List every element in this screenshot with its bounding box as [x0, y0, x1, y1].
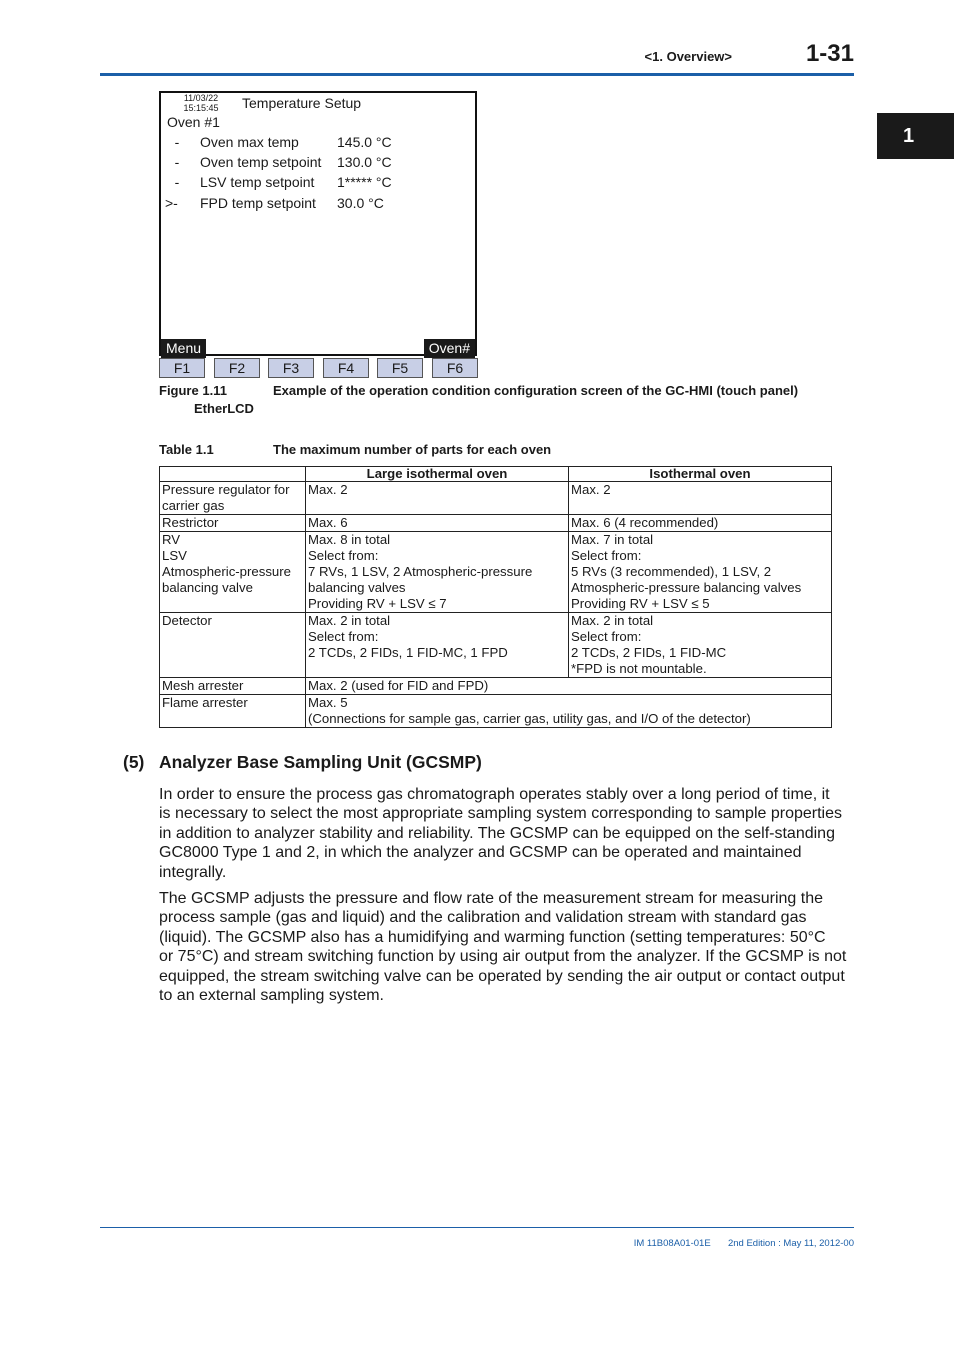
cell-line: Max. 2	[571, 482, 611, 497]
paragraph-line: to an external sampling system.	[159, 987, 384, 1005]
row-label: LSV temp setpoint	[200, 174, 315, 190]
row-label: Oven max temp	[200, 134, 299, 150]
cell-line: Flame arrester	[162, 695, 248, 710]
paragraph-line: or 75°C) and stream switching function by using air output from the analyzer. If the GCSMP is not	[159, 948, 847, 966]
row-marker: -	[174, 174, 180, 190]
cell-line: balancing valve	[162, 580, 253, 595]
lcd-title: Temperature Setup	[242, 95, 362, 111]
table-row	[160, 515, 832, 532]
large-oven-cell	[306, 532, 569, 613]
paragraph-line: equipped, the stream switching valve can be operated by sending the air output or contact output	[159, 967, 845, 985]
footer-doc-id: IM 11B08A01-01E	[633, 1238, 711, 1249]
lcd-setting-row[interactable]	[165, 174, 465, 192]
figure-number: Figure 1.11	[159, 383, 227, 398]
row-value: 145.0 °C	[337, 134, 392, 150]
header-cell-empty	[160, 467, 306, 482]
cell-line: Max. 7 in total	[571, 532, 654, 547]
part-cell	[160, 482, 306, 515]
cell-line: Select from:	[571, 548, 642, 563]
cell-line: carrier gas	[162, 498, 225, 513]
cell-line: Providing RV + LSV ≤ 7	[308, 596, 447, 611]
paragraph-line: The GCSMP adjusts the pressure and flow rate of the measurement stream for measuring the	[159, 890, 824, 907]
cell-line: Select from:	[308, 548, 379, 563]
cell-line: Max. 2 (used for FID and FPD)	[308, 678, 489, 693]
lcd-datetime	[181, 93, 221, 113]
row-value: 1***** °C	[337, 174, 392, 190]
cell-line: Max. 2	[308, 482, 348, 497]
iso-oven-cell	[569, 613, 832, 678]
cell-line: 2 TCDs, 2 FIDs, 1 FID-MC, 1 FPD	[308, 645, 508, 660]
chapter-tab: 1	[877, 113, 954, 159]
part-cell	[160, 613, 306, 678]
parts-table	[159, 466, 832, 728]
footer-rule	[100, 1227, 854, 1228]
row-label: Oven temp setpoint	[200, 154, 322, 170]
cell-line: Select from:	[571, 629, 642, 644]
part-cell	[160, 695, 306, 728]
iso-oven-cell	[569, 482, 832, 515]
paragraph-line: in addition to analyzer stability and reliability. The GCSMP can be equipped on the self-standing	[159, 824, 835, 842]
part-cell	[160, 678, 306, 695]
lcd-setting-row-selected[interactable]	[165, 195, 465, 213]
lcd-date: 11/03/22	[183, 93, 219, 103]
table-row	[160, 695, 832, 728]
table-row	[160, 613, 832, 678]
lcd-screen	[159, 91, 477, 356]
lcd-time: 15:15:45	[183, 103, 219, 113]
lcd-setting-row[interactable]	[165, 134, 465, 152]
f4-key[interactable]: F4	[323, 358, 369, 378]
row-value: 130.0 °C	[337, 154, 392, 170]
f1-key[interactable]: F1	[159, 358, 205, 378]
cell-line: Max. 5	[308, 695, 348, 710]
row-value: 30.0 °C	[337, 195, 384, 211]
cell-line: Detector	[162, 613, 212, 628]
cell-line: Atmospheric-pressure balancing valves	[571, 580, 802, 595]
paragraph-line: In order to ensure the process gas chromatograph operates stably over a long period of time, it	[159, 786, 830, 803]
cell-line: 5 RVs (3 recommended), 1 LSV, 2	[571, 564, 772, 579]
footer-edition: 2nd Edition : May 11, 2012-00	[727, 1238, 854, 1249]
table-row	[160, 678, 832, 695]
row-label: FPD temp setpoint	[200, 195, 316, 211]
paragraph-line: GC8000 Type 1 and 2, in which the analyzer and GCSMP can be operated and maintained	[159, 844, 802, 862]
cell-line: Max. 6 (4 recommended)	[571, 515, 719, 530]
cell-line: LSV	[162, 548, 187, 563]
header-rule	[100, 73, 854, 76]
cell-line: Atmospheric-pressure	[162, 564, 291, 579]
cell-line: Providing RV + LSV ≤ 5	[571, 596, 710, 611]
page-number: 1-31	[805, 40, 854, 67]
cell-line: Mesh arrester	[162, 678, 244, 693]
table-row	[160, 532, 832, 613]
cell-line: 2 TCDs, 2 FIDs, 1 FID-MC	[571, 645, 727, 660]
cell-line: Max. 2 in total	[308, 613, 391, 628]
part-cell	[160, 532, 306, 613]
f3-key[interactable]: F3	[268, 358, 314, 378]
cell-line: Max. 2 in total	[571, 613, 654, 628]
row-marker: -	[174, 154, 180, 170]
cell-line: Max. 6	[308, 515, 348, 530]
cell-line: Restrictor	[162, 515, 219, 530]
row-marker: -	[174, 134, 180, 150]
footer	[560, 1238, 854, 1249]
paragraph-line: (liquid). The GCSMP also has a humidifying and warming function (setting temperatures: 50°C	[159, 928, 826, 946]
paragraph-1	[159, 785, 854, 882]
function-key-bar	[159, 358, 479, 378]
large-oven-cell	[306, 515, 569, 532]
f5-key[interactable]: F5	[377, 358, 423, 378]
iso-oven-cell	[569, 532, 832, 613]
table-header-row	[160, 467, 832, 482]
cell-line: Max. 8 in total	[308, 532, 391, 547]
part-cell	[160, 515, 306, 532]
menu-button[interactable]: Menu	[161, 339, 206, 358]
table-row	[160, 482, 832, 515]
cell-line: 7 RVs, 1 LSV, 2 Atmospheric-pressure	[308, 564, 533, 579]
cell-line: Select from:	[308, 629, 379, 644]
header-cell-large-oven: Large isothermal oven	[306, 467, 569, 482]
cell-line: RV	[162, 532, 181, 547]
cell-line: (Connections for sample gas, carrier gas, utility gas, and I/O of the detector)	[308, 711, 751, 726]
large-oven-cell	[306, 482, 569, 515]
table-caption: The maximum number of parts for each oven	[273, 442, 552, 457]
large-oven-cell	[306, 613, 569, 678]
cell-line: balancing valves	[308, 580, 406, 595]
merged-cell	[306, 695, 832, 728]
oven-select-button[interactable]: Oven#	[424, 339, 475, 358]
figure-caption: Example of the operation condition configuration screen of the GC-HMI (touch panel)	[273, 383, 799, 398]
paragraph-line: integrally.	[159, 863, 227, 881]
f2-key[interactable]: F2	[214, 358, 260, 378]
paragraph-line: process sample (gas and liquid) and the calibration and validation stream with standard gas	[159, 909, 807, 927]
lcd-setting-row[interactable]	[165, 154, 465, 172]
figure-caption-continued: EtherLCD	[194, 401, 254, 416]
header-cell-iso-oven: Isothermal oven	[569, 467, 832, 482]
section-title: Analyzer Base Sampling Unit (GCSMP)	[159, 752, 482, 772]
paragraph-2	[159, 889, 854, 1005]
iso-oven-cell	[569, 515, 832, 532]
paragraph-line: is necessary to select the most appropriate sampling system corresponding to sample properties	[159, 805, 842, 823]
section-header: <1. Overview>	[644, 49, 732, 64]
merged-cell	[306, 678, 832, 695]
row-cursor-marker: >-	[165, 195, 178, 211]
table-number: Table 1.1	[159, 442, 214, 457]
cell-line: Pressure regulator for	[162, 482, 290, 497]
lcd-oven-label: Oven #1	[167, 114, 220, 130]
section-number: (5)	[123, 752, 145, 772]
cell-line: *FPD is not mountable.	[571, 661, 707, 676]
f6-key[interactable]: F6	[432, 358, 478, 378]
